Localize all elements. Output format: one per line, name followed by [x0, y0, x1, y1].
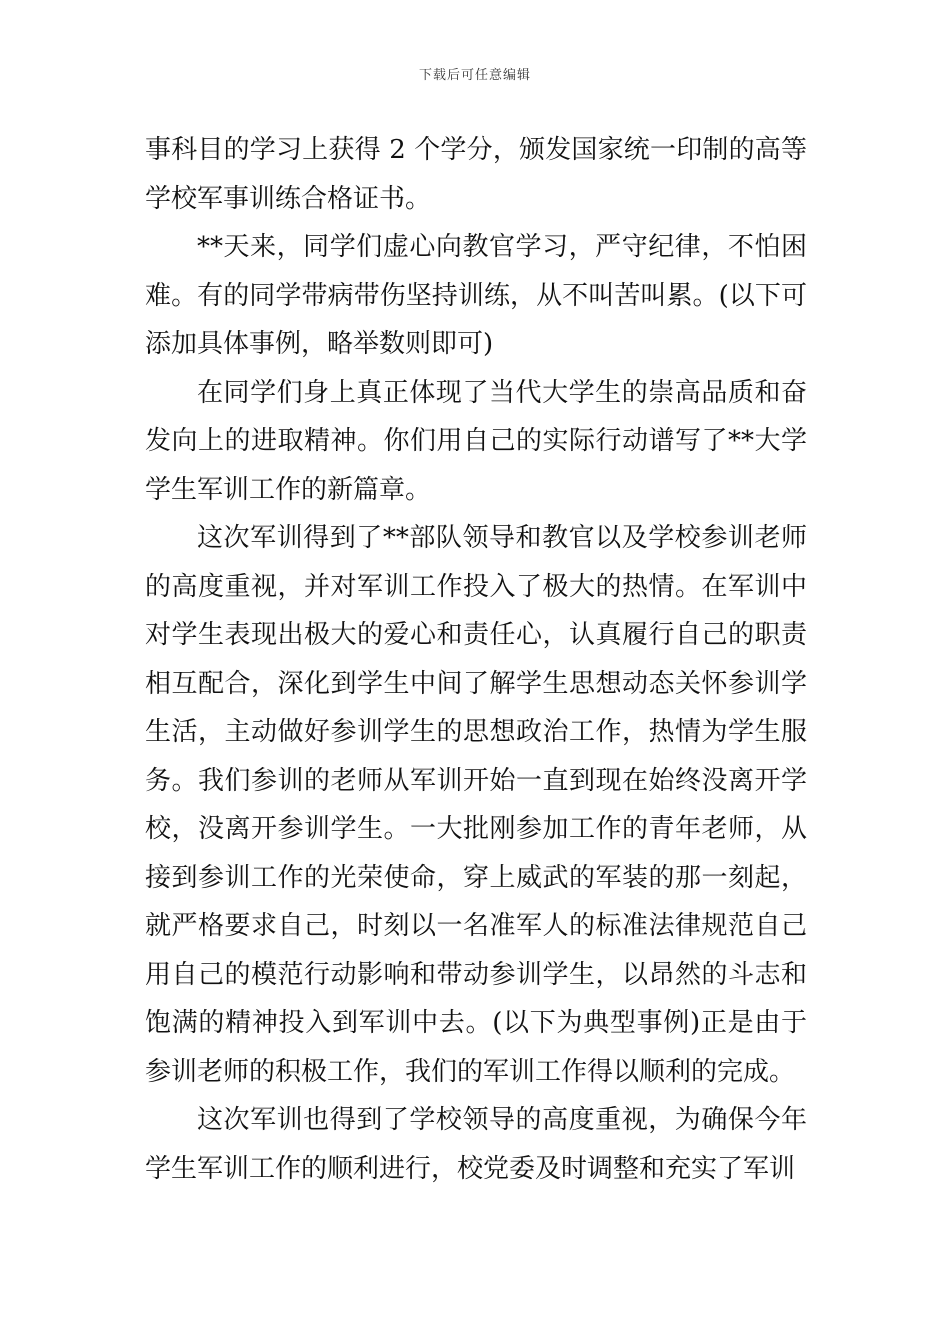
paragraph-4: 这次军训得到了**部队领导和教官以及学校参训老师的高度重视，并对军训工作投入了极大的热情。在军训中对学生表现出极大的爱心和责任心，认真履行自己的职责相互配合，深化到学生中间了解学生思想动态关怀参训学生活，主动做好参训学生的思想政治工作，热情为学生服务。我们参训的老师从军训开始一直到现在始终没离开学校，没离开参训学生。一大批刚参加工作的青年老师，从接到参训工作的光荣使命，穿上威武的军装的那一刻起，就严格要求自己，时刻以一名准军人的标准法律规范自己用自己的模范行动影响和带动参训学生，以昂然的斗志和饱满的精神投入到军训中去。(以下为典型事例)正是由于参训老师的积极工作，我们的军训工作得以顺利的完成。	[145, 523, 807, 1087]
paragraph-3: 在同学们身上真正体现了当代大学生的崇高品质和奋发向上的进取精神。你们用自己的实际行动谱写了**大学学生军训工作的新篇章。	[145, 377, 807, 505]
page-header: 下载后可任意编辑	[418, 68, 531, 83]
paragraph-2: **天来，同学们虚心向教官学习，严守纪律，不怕困难。有的同学带病带伤坚持训练，从不叫苦叫累。(以下可添加具体事例，略举数则即可)	[145, 232, 807, 359]
document-body	[145, 126, 807, 1193]
paragraph-5: 这次军训也得到了学校领导的高度重视，为确保今年学生军训工作的顺利进行，校党委及时调整和充实了军训	[145, 1105, 807, 1184]
paragraph-1: 事科目的学习上获得 2 个学分，颁发国家统一印制的高等学校军事训练合格证书。	[145, 135, 807, 214]
